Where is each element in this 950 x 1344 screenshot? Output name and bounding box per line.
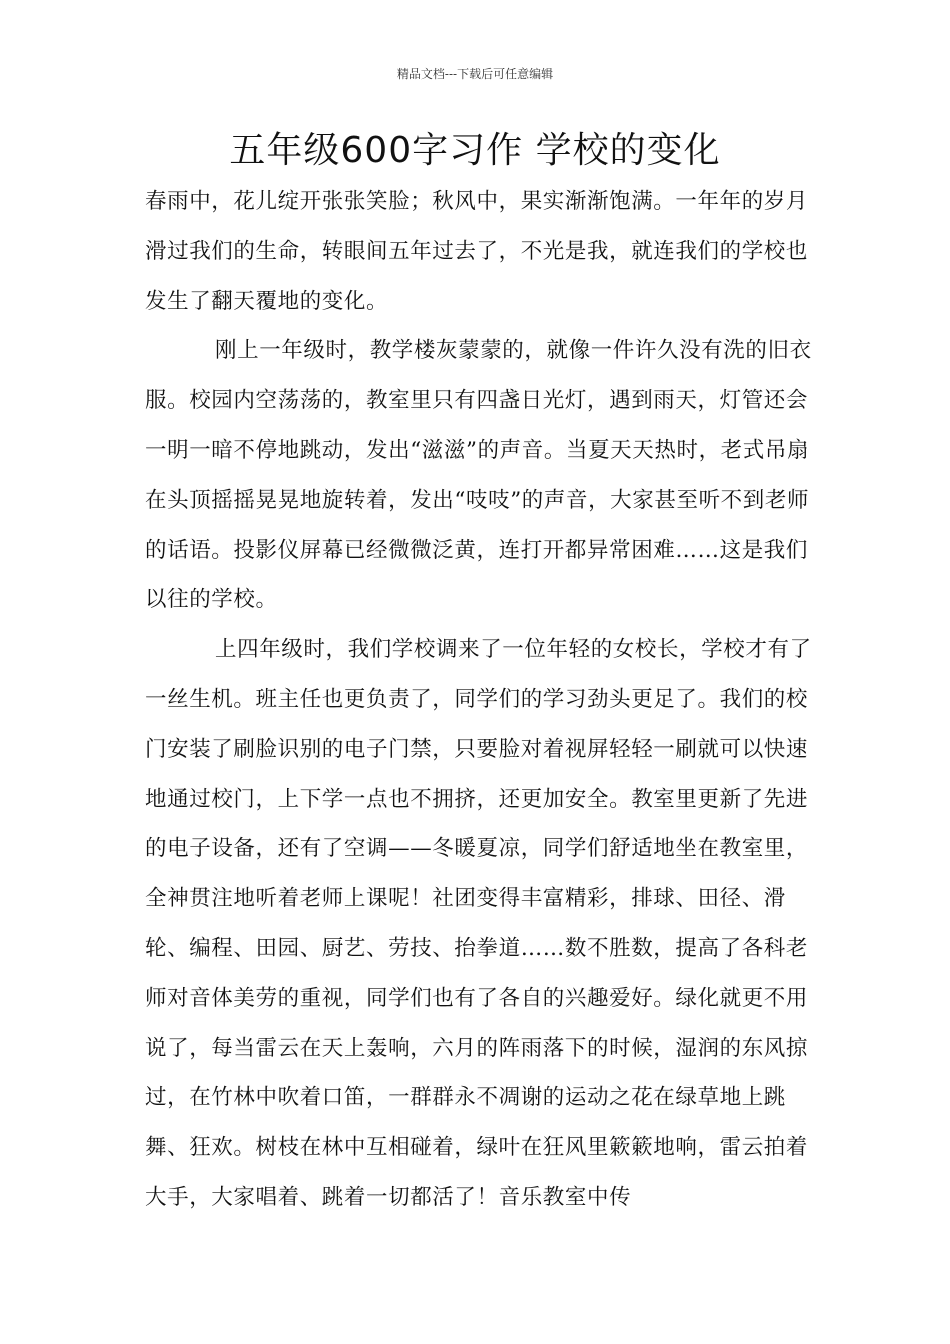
document-title: 五年级600字习作 学校的变化 xyxy=(229,130,721,171)
paragraph: 上四年级时，我们学校调来了一位年轻的女校长，学校才有了一丝生机。班主任也更负责了，同学们的学习劲头更足了。我们的校门安装了刷脸识别的电子门禁，只要脸对着视屏轻轻一刷就可以快速地通过校门，上下学一点也不拥挤，还更加安全。教室里更新了先进的电子设备，还有了空调——冬暖夏凉，同学们舒适地坐在教室里，全神贯注地听着老师上课呢！社团变得丰富精彩，排球、田径、滑轮、编程、田园、厨艺、劳技、抬拳道……数不胜数，提高了各科老师对音体美劳的重视，同学们也有了各自的兴趣爱好。绿化就更不用说了，每当雷云在天上轰响，六月的阵雨落下的时候，湿润的东风掠过，在竹林中吹着口笛，一群群永不凋谢的运动之花在绿草地上跳舞、狂欢。树枝在林中互相碰着，绿叶在狂风里簌簌地响，雷云拍着大手，大家唱着、跳着一切都活了！音乐教室中传 xyxy=(145,637,812,1210)
page-header: 精品文档---下载后可任意编辑 xyxy=(396,67,554,81)
document-body xyxy=(145,177,825,1223)
paragraph: 刚上一年级时，教学楼灰蒙蒙的，就像一件许久没有洗的旧衣服。校园内空荡荡的，教室里只有四盏日光灯，遇到雨天，灯管还会一明一暗不停地跳动，发出“滋滋”的声音。当夏天天热时，老式吊扇在头顶摇摇晃晃地旋转着，发出“吱吱”的声音，大家甚至听不到老师的话语。投影仪屏幕已经微微泛黄，连打开都异常困难……这是我们以往的学校。 xyxy=(145,338,812,613)
paragraph: 春雨中，花儿绽开张张笑脸；秋风中，果实渐渐饱满。一年年的岁月滑过我们的生命，转眼间五年过去了，不光是我，就连我们的学校也发生了翻天覆地的变化。 xyxy=(145,189,809,314)
